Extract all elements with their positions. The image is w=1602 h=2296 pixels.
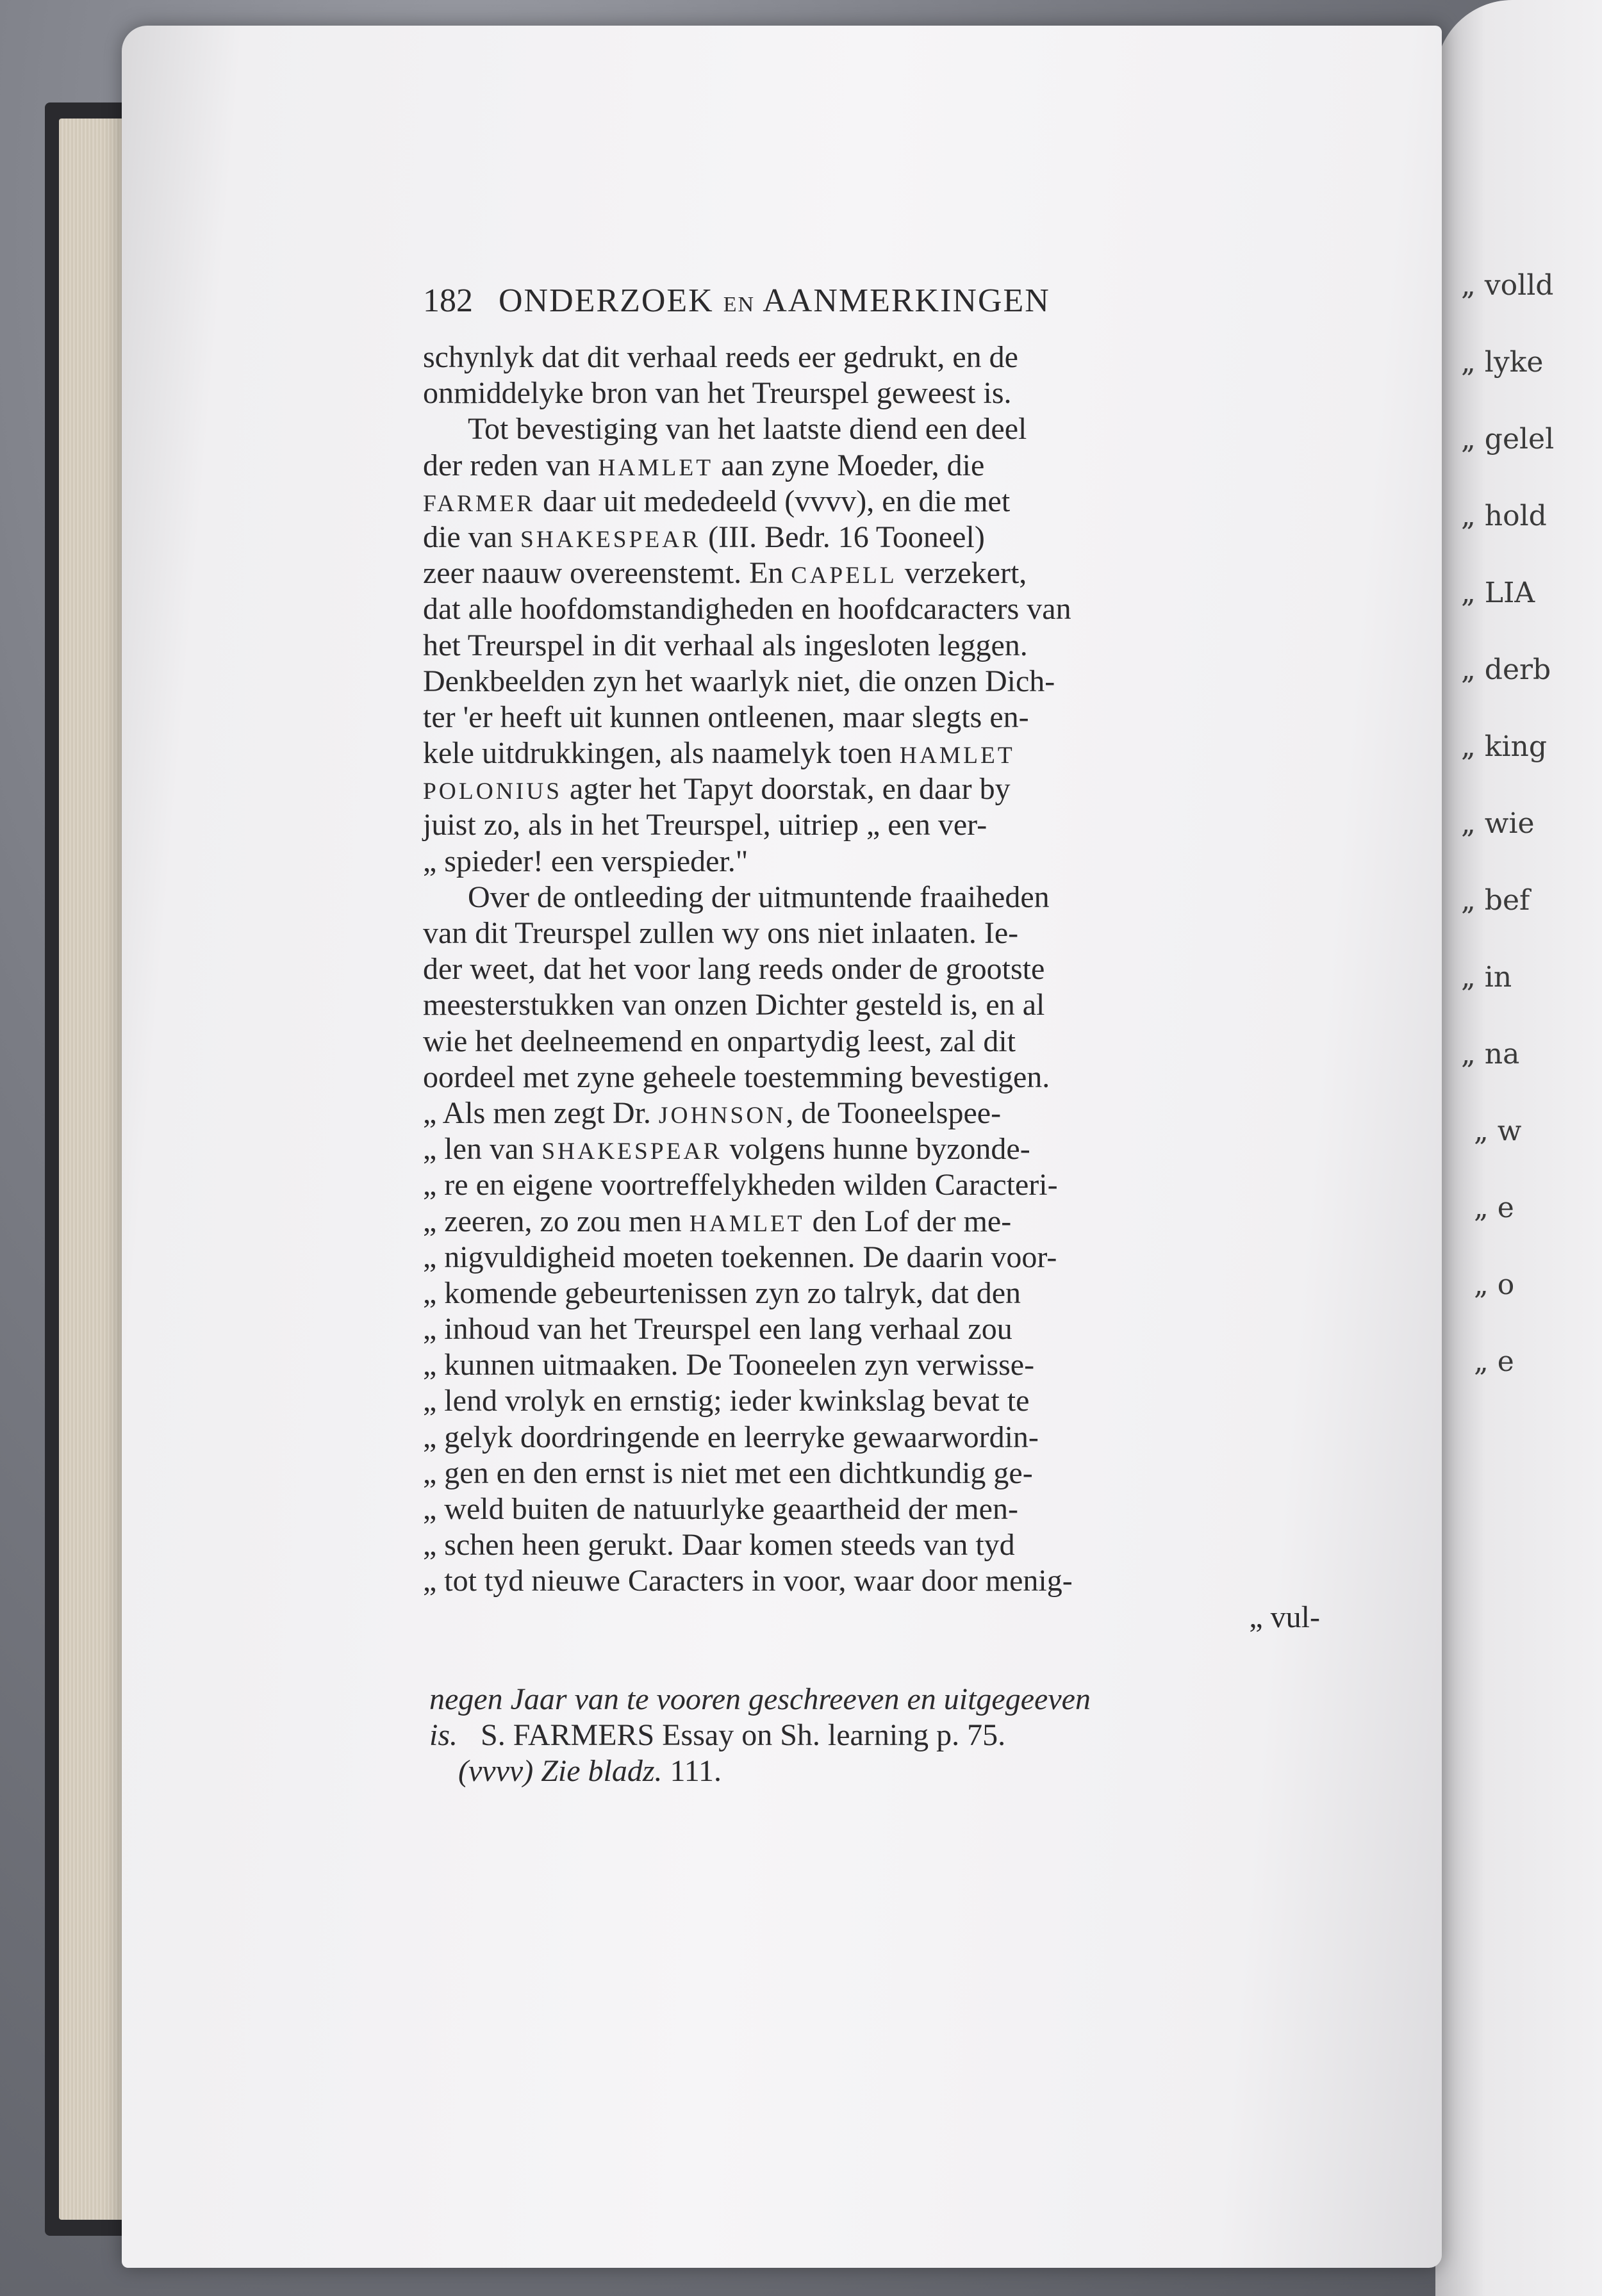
text-line: meesterstukken van onzen Dichter gesteld is, en al xyxy=(423,988,1045,1022)
facing-page-fragment: „ volld xyxy=(1461,269,1554,302)
facing-page-fragment: „ e xyxy=(1474,1345,1514,1378)
header-title: ONDERZOEK EN AANMERKINGEN xyxy=(499,283,1050,319)
text-line: „ kunnen uitmaaken. De Tooneelen zyn verwisse- xyxy=(423,1348,1035,1382)
text-line: „ weld buiten de natuurlyke geaartheid der men- xyxy=(423,1492,1018,1526)
body-text xyxy=(423,340,1346,1636)
text-line: „ schen heen gerukt. Daar komen steeds van tyd xyxy=(423,1528,1015,1562)
text-line: „ lend vrolyk en ernstig; ieder kwinkslag bevat te xyxy=(423,1384,1030,1418)
text-line: onmiddelyke bron van het Treurspel geweest is. xyxy=(423,376,1012,411)
facing-page-fragment: „ w xyxy=(1474,1115,1522,1147)
text-line: POLONIUS agter het Tapyt doorstak, en daar by xyxy=(423,772,1011,807)
facing-page-fragment: „ derb xyxy=(1461,653,1551,686)
text-line: „ tot tyd nieuwe Caracters in voor, waar door menig- xyxy=(423,1564,1073,1598)
facing-page-fragment: „ o xyxy=(1474,1268,1515,1301)
text-line: „ komende gebeurtenissen zyn zo talryk, dat den xyxy=(423,1275,1021,1310)
facing-page xyxy=(1435,0,1602,2296)
text-line: van dit Treurspel zullen wy ons niet inlaaten. Ie- xyxy=(423,916,1019,950)
text-line: „ gelyk doordringende en leerryke gewaarwordin- xyxy=(423,1420,1039,1454)
footnotes xyxy=(429,1682,1346,1789)
facing-page-fragment: „ gelel xyxy=(1461,423,1555,455)
text-line: wie het deelneemend en onpartydig leest, zal dit xyxy=(423,1024,1016,1058)
text-line: „ inhoud van het Treurspel een lang verhaal zou xyxy=(423,1312,1012,1347)
text-line: „ gen en den ernst is niet met een dichtkundig ge- xyxy=(423,1456,1033,1490)
text-line: juist zo, als in het Treurspel, uitriep „ een ver- xyxy=(423,808,987,842)
text-line: het Treurspel in dit verhaal als ingesloten leggen. xyxy=(423,628,1028,662)
text-line: FARMER daar uit mededeeld (vvvv), en die met xyxy=(423,484,1011,518)
text-line: der reden van HAMLET aan zyne Moeder, die xyxy=(423,448,985,482)
text-line: „ spieder! een verspieder." xyxy=(423,844,748,878)
facing-page-fragment: „ na xyxy=(1461,1038,1520,1070)
text-line: „ Als men zegt Dr. JOHNSON, de Tooneelspee- xyxy=(423,1095,1002,1130)
facing-page-fragment: „ king xyxy=(1461,730,1548,763)
catchword: „ vul- xyxy=(1249,1600,1320,1634)
facing-page-fragment: „ bef xyxy=(1461,884,1530,917)
text-line: schynlyk dat dit verhaal reeds eer gedrukt, en de xyxy=(423,340,1018,374)
running-header xyxy=(423,282,1294,320)
facing-page-fragment: „ wie xyxy=(1461,807,1535,840)
text-line: kele uitdrukkingen, als naamelyk toen HAMLET xyxy=(423,736,1015,771)
facing-page-fragment: „ in xyxy=(1461,961,1512,994)
text-line: dat alle hoofdomstandigheden en hoofdcaracters van xyxy=(423,592,1071,627)
page-number: 182 xyxy=(423,283,473,319)
footnote-line: (vvvv) Zie bladz. 111. xyxy=(458,1754,722,1788)
text-line: Tot bevestiging van het laatste diend een deel xyxy=(468,412,1027,447)
facing-page-fragment: „ LIA xyxy=(1461,577,1535,609)
text-line: Over de ontleeding der uitmuntende fraaiheden xyxy=(468,880,1050,914)
footnote-line: is. S. FARMERS Essay on Sh. learning p. 75. xyxy=(429,1718,1006,1752)
text-line: „ zeeren, zo zou men HAMLET den Lof der me- xyxy=(423,1204,1012,1238)
text-line: der weet, dat het voor lang reeds onder de grootste xyxy=(423,952,1045,987)
text-line: Denkbeelden zyn het waarlyk niet, die onzen Dich- xyxy=(423,664,1055,698)
facing-page-fragment: „ hold xyxy=(1461,500,1547,532)
text-line: „ nigvuldigheid moeten toekennen. De daarin voor- xyxy=(423,1240,1057,1274)
facing-page-fragment: „ lyke xyxy=(1461,346,1544,379)
text-line: ter 'er heeft uit kunnen ontleenen, maar slegts en- xyxy=(423,700,1029,734)
text-line: die van SHAKESPEAR (III. Bedr. 16 Tooneel) xyxy=(423,520,985,554)
text-line: „ len van SHAKESPEAR volgens hunne byzonde- xyxy=(423,1132,1030,1167)
text-line: oordeel met zyne geheele toestemming bevestigen. xyxy=(423,1060,1050,1094)
facing-page-fragment: „ e xyxy=(1474,1192,1514,1224)
footnote-line: negen Jaar van te vooren geschreeven en uitgegeeven xyxy=(429,1682,1091,1716)
text-line: „ re en eigene voortreffelykheden wilden Caracteri- xyxy=(423,1168,1058,1202)
text-line: zeer naauw overeenstemt. En CAPELL verzekert, xyxy=(423,556,1027,591)
